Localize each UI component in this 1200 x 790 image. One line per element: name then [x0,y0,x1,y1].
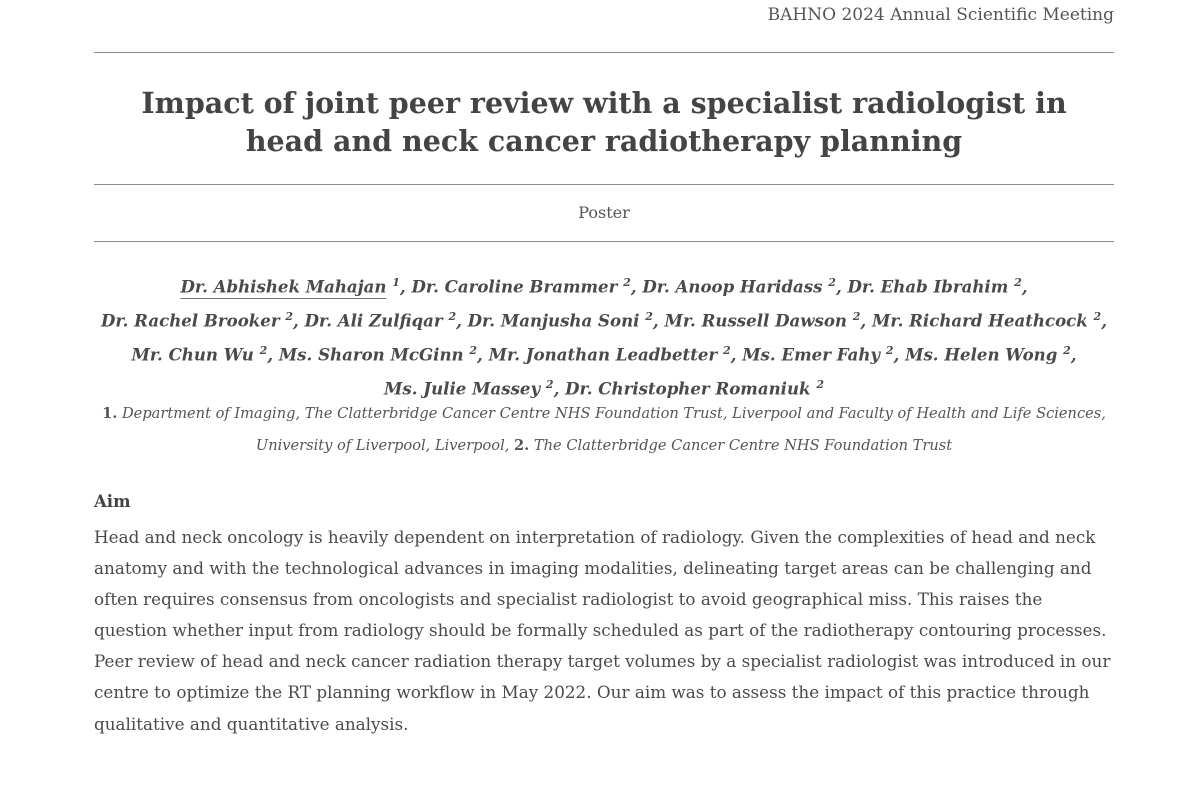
author-name: Ms. Sharon McGinn [278,344,464,365]
title-divider [94,184,1114,185]
affiliation-marker: 2 [722,344,731,358]
affiliation-marker: 2 [285,310,294,324]
affiliation-marker: 2 [816,378,824,392]
affiliation-marker: 2 [448,310,457,324]
author-name: Ms. Helen Wong [905,344,1058,365]
author-list: Dr. Abhishek Mahajan $^1$, Dr. Caroline Brammer $^2$, Dr. Anoop Haridass $^2$, Dr. Ehab Ibrahim $^2$, Dr. Rachel Brooker $^2$, Dr. Ali Zulfiqar $^2$, Dr. Manjusha Soni $^2$, Mr. Russell Dawson $^2$, Mr. Richard Heathcock $^2$, Mr. Chun Wu $^2$, Ms. Sharon McGinn $^2$, Mr. Jonathan Leadbetter $^2$, Ms. Emer Fahy $^2$, Ms. Helen Wong $^2$, Ms. Julie Massey $^2$, Dr. Christopher Romaniuk $^2$ [101,276,1107,399]
affiliation-marker: 2 [259,344,268,358]
aim-body [94,522,1114,740]
top-divider [94,52,1114,53]
author-name: Dr. Christopher Romaniuk [565,378,811,399]
section-heading-aim: Aim [94,492,131,511]
affiliation-marker: 2 [623,276,631,289]
author-name: Dr. Anoop Haridass [642,276,823,297]
author-name: Dr. Manjusha Soni [467,310,640,331]
aim-paragraph: Head and neck oncology is heavily dependent on interpretation of radiology. Given the complexities of head and neck anatomy and with the technological advances in imaging modalities, delineating target areas can be challenging and often requires consensus from oncologists and specialist radiologist to avoid geographical miss. This raises the question whether input from radiology should be formally scheduled as part of the radiotherapy contouring processes. [94,527,1107,641]
affiliation-marker: 2 [469,344,478,358]
author-name: Dr. Ali Zulfiqar [304,310,443,331]
author-name: Ms. Julie Massey [384,378,541,399]
affiliation-number: 2. [514,437,530,454]
author-name: Mr. Chun Wu [131,344,254,365]
affiliation-marker: 2 [545,378,554,392]
author-name: Ms. Emer Fahy [742,344,881,365]
affiliation-marker: 2 [645,310,653,324]
affiliation-marker: 2 [852,310,861,324]
affiliation-marker: 2 [828,276,836,289]
affiliation-marker: 2 [1014,276,1022,289]
title-line-1: Impact of joint peer review with a specialist radiologist in [141,86,1067,120]
author-name: Dr. Rachel Brooker [101,310,280,331]
affiliation-marker: 2 [1093,310,1102,324]
affiliation-number: 1. [102,405,118,422]
title-line-2: head and neck cancer radiotherapy planning [245,124,963,158]
author-name: Dr. Caroline Brammer [411,276,618,297]
author-name: Dr. Ehab Ibrahim [847,276,1009,297]
author-name: Mr. Richard Heathcock [871,310,1088,331]
author-name: Mr. Jonathan Leadbetter [488,344,718,365]
meeting-name: BAHNO 2024 Annual Scientific Meeting [767,5,1114,25]
affiliation-text: Department of Imaging, The Clatterbridge Cancer Centre NHS Foundation Trust, Liverpool and Faculty of Health and Life Sciences, University of Liverpool, Liverpool, [121,405,1106,454]
presentation-type: Poster [578,203,630,222]
affiliation-marker: 2 [885,344,894,358]
affiliation-marker: 1 [392,276,400,289]
abstract-title [94,84,1114,160]
affiliation-text: The Clatterbridge Cancer Centre NHS Foundation Trust [533,437,953,454]
affiliations [94,398,1114,462]
presenting-author-link[interactable]: Dr. Abhishek Mahajan [180,276,387,297]
aim-paragraph: Peer review of head and neck cancer radiation therapy target volumes by a specialist radiologist was introduced in our centre to optimize the RT planning workflow in May 2022. Our aim was to assess the impact of this practice through qualitative and quantitative analysis. [94,651,1111,734]
affiliation-marker: 2 [1063,344,1071,358]
author-name: Mr. Russell Dawson [664,310,847,331]
type-divider [94,241,1114,242]
